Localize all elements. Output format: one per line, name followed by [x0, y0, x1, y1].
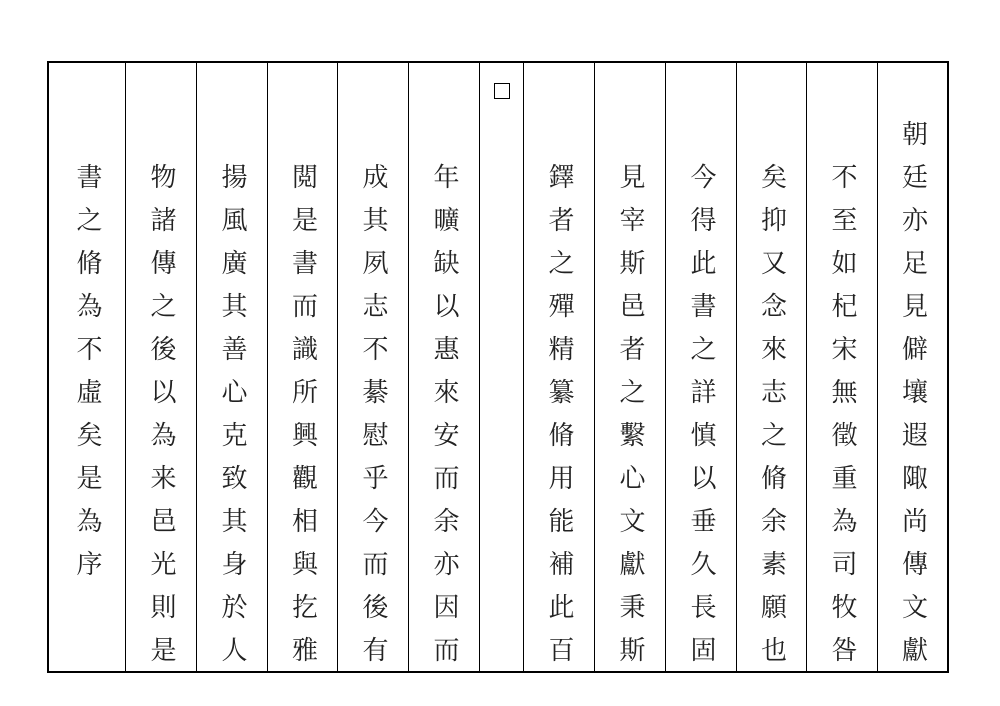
blank-column — [479, 63, 523, 671]
column-text: 物諸傳之後以為来邑光則是 — [146, 163, 176, 679]
text-column-6 — [408, 63, 479, 679]
text-column-9 — [594, 63, 665, 679]
text-column-1 — [49, 63, 125, 671]
text-column-4 — [267, 63, 337, 679]
text-column-5 — [337, 63, 408, 679]
column-text: 今得此書之詳慎以垂久長固 — [686, 163, 716, 679]
column-text: 閲是書而識所興觀相與扢雅 — [287, 163, 318, 679]
column-text: 成其夙志不綦慰乎今而後有 — [358, 163, 388, 679]
blank-square-mark — [494, 83, 510, 99]
column-text: 年曠缺以惠來安而余亦因而 — [429, 163, 459, 679]
column-text: 鐸者之殫精纂脩用能補此百 — [544, 163, 574, 679]
text-column-3 — [196, 63, 267, 679]
column-text: 書之脩為不虛矣是為序 — [72, 163, 102, 593]
column-text: 朝廷亦足見僻壤遐陬尚傳文獻 — [897, 120, 928, 679]
column-text: 見宰斯邑者之繫心文獻秉斯 — [615, 163, 645, 679]
column-text: 揚風廣其善心克致其身於人 — [217, 163, 247, 679]
column-text: 不至如杞宋無徵重為司牧咎 — [827, 163, 857, 679]
text-column-12 — [806, 63, 877, 679]
text-column-13 — [877, 63, 947, 679]
text-column-10 — [665, 63, 736, 679]
text-column-8 — [523, 63, 594, 679]
page-frame — [47, 61, 949, 679]
column-text: 矣抑又念來志之脩余素願也 — [756, 163, 787, 679]
text-column-11 — [736, 63, 806, 679]
text-column-2 — [125, 63, 196, 679]
